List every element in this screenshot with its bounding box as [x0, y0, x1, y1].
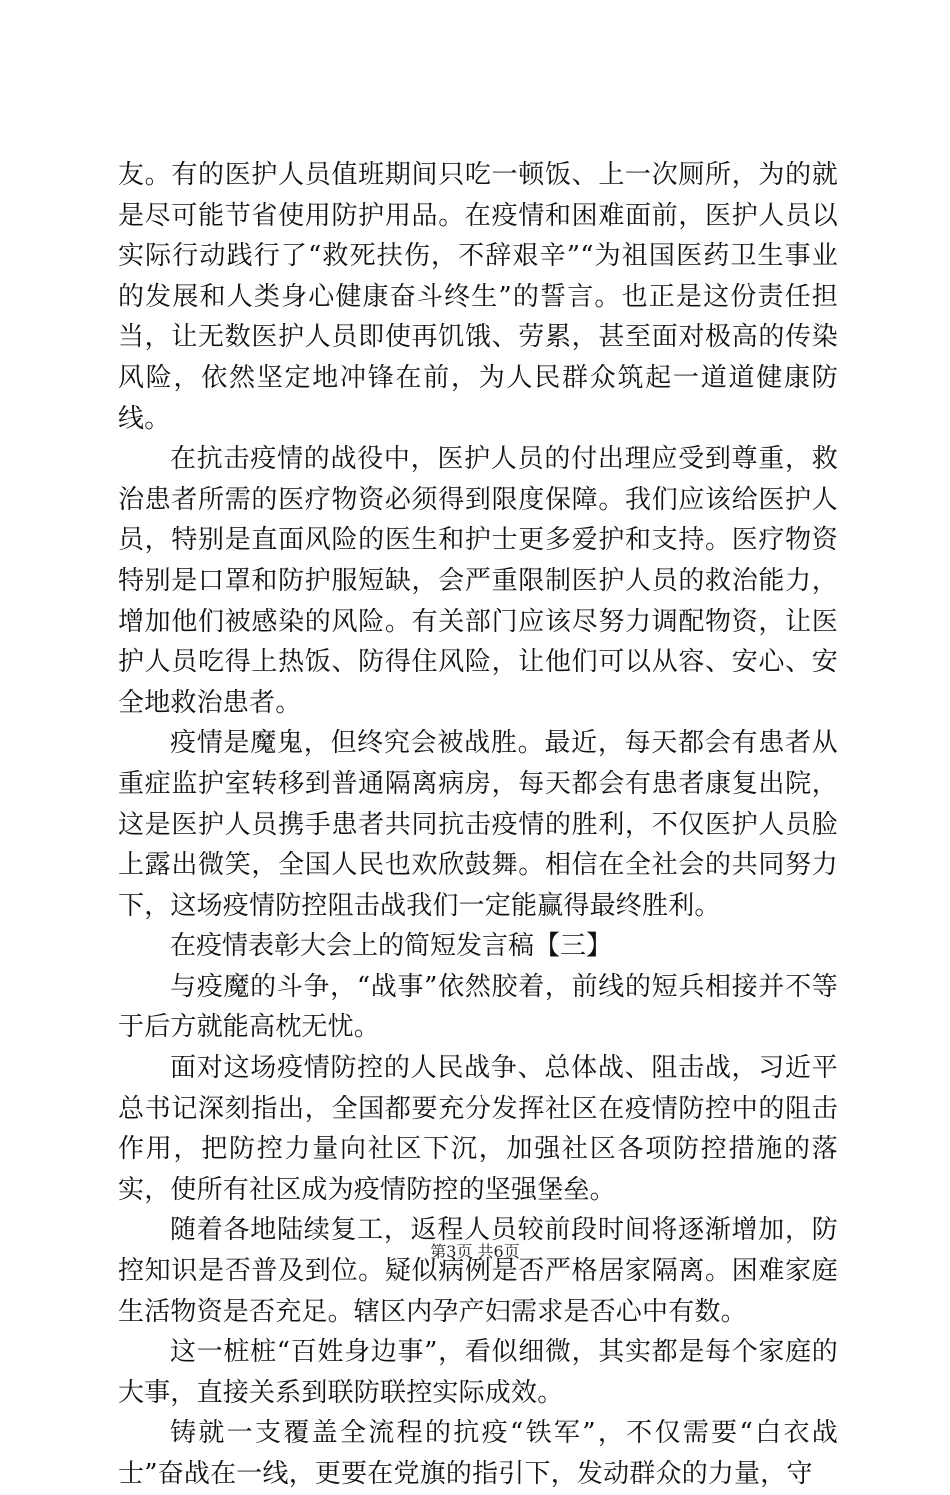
- paragraph-4: 与疫魔的斗争，“战事”依然胶着，前线的短兵相接并不等于后方就能高枕无忧。: [118, 971, 838, 1043]
- page-footer: 第3页 共6页: [430, 1242, 520, 1261]
- paragraph-3: 疫情是魔鬼，但终究会被战胜。最近，每天都会有患者从重症监护室转移到普通隔离病房，每天都会有患者康复出院，这是医护人员携手患者共同抗击疫情的胜利，不仅医护人员脸上露出微笑，全国人民也欢欣鼓舞。相信在全社会的共同努力下，这场疫情防控阻击战我们一定能赢得最终胜利。: [118, 728, 838, 921]
- paragraph-1: 友。有的医护人员值班期间只吃一顿饭、上一次厕所，为的就是尽可能节省使用防护用品。在疫情和困难面前，医护人员以实际行动践行了“救死扶伤，不辞艰辛”“为祖国医药卫生事业的发展和人类身心健康奋斗终生”的誓言。也正是这份责任担当，让无数医护人员即使再饥饿、劳累，甚至面对极高的传染风险，依然坚定地冲锋在前，为人民群众筑起一道道健康防线。: [118, 160, 838, 434]
- paragraph-8: 铸就一支覆盖全流程的抗疫“铁军”，不仅需要“白衣战士”奋战在一线，更要在党旗的指引下，发动群众的力量，守: [118, 1418, 838, 1489]
- section-heading: 在疫情表彰大会上的简短发言稿【三】: [170, 931, 613, 962]
- paragraph-5: 面对这场疫情防控的人民战争、总体战、阻击战，习近平总书记深刻指出，全国都要充分发挥社区在疫情防控中的阻击作用，把防控力量向社区下沉，加强社区各项防控措施的落实，使所有社区成为疫情防控的坚强堡垒。: [118, 1053, 838, 1205]
- paragraph-2: 在抗击疫情的战役中，医护人员的付出理应受到尊重，救治患者所需的医疗物资必须得到限度保障。我们应该给医护人员，特别是直面风险的医生和护士更多爱护和支持。医疗物资特别是口罩和防护服短缺，会严重限制医护人员的救治能力，增加他们被感染的风险。有关部门应该尽努力调配物资，让医护人员吃得上热饭、防得住风险，让他们可以从容、安心、安全地救治患者。: [118, 444, 838, 718]
- document-body: [118, 155, 838, 1495]
- paragraph-7: 这一桩桩“百姓身边事”，看似细微，其实都是每个家庭的大事，直接关系到联防联控实际成效。: [118, 1337, 838, 1408]
- paragraph-6: 随着各地陆续复工，返程人员较前段时间将逐渐增加，防控知识是否普及到位。疑似病例是否严格居家隔离。困难家庭生活物资是否充足。辖区内孕产妇需求是否心中有数。: [118, 1215, 838, 1327]
